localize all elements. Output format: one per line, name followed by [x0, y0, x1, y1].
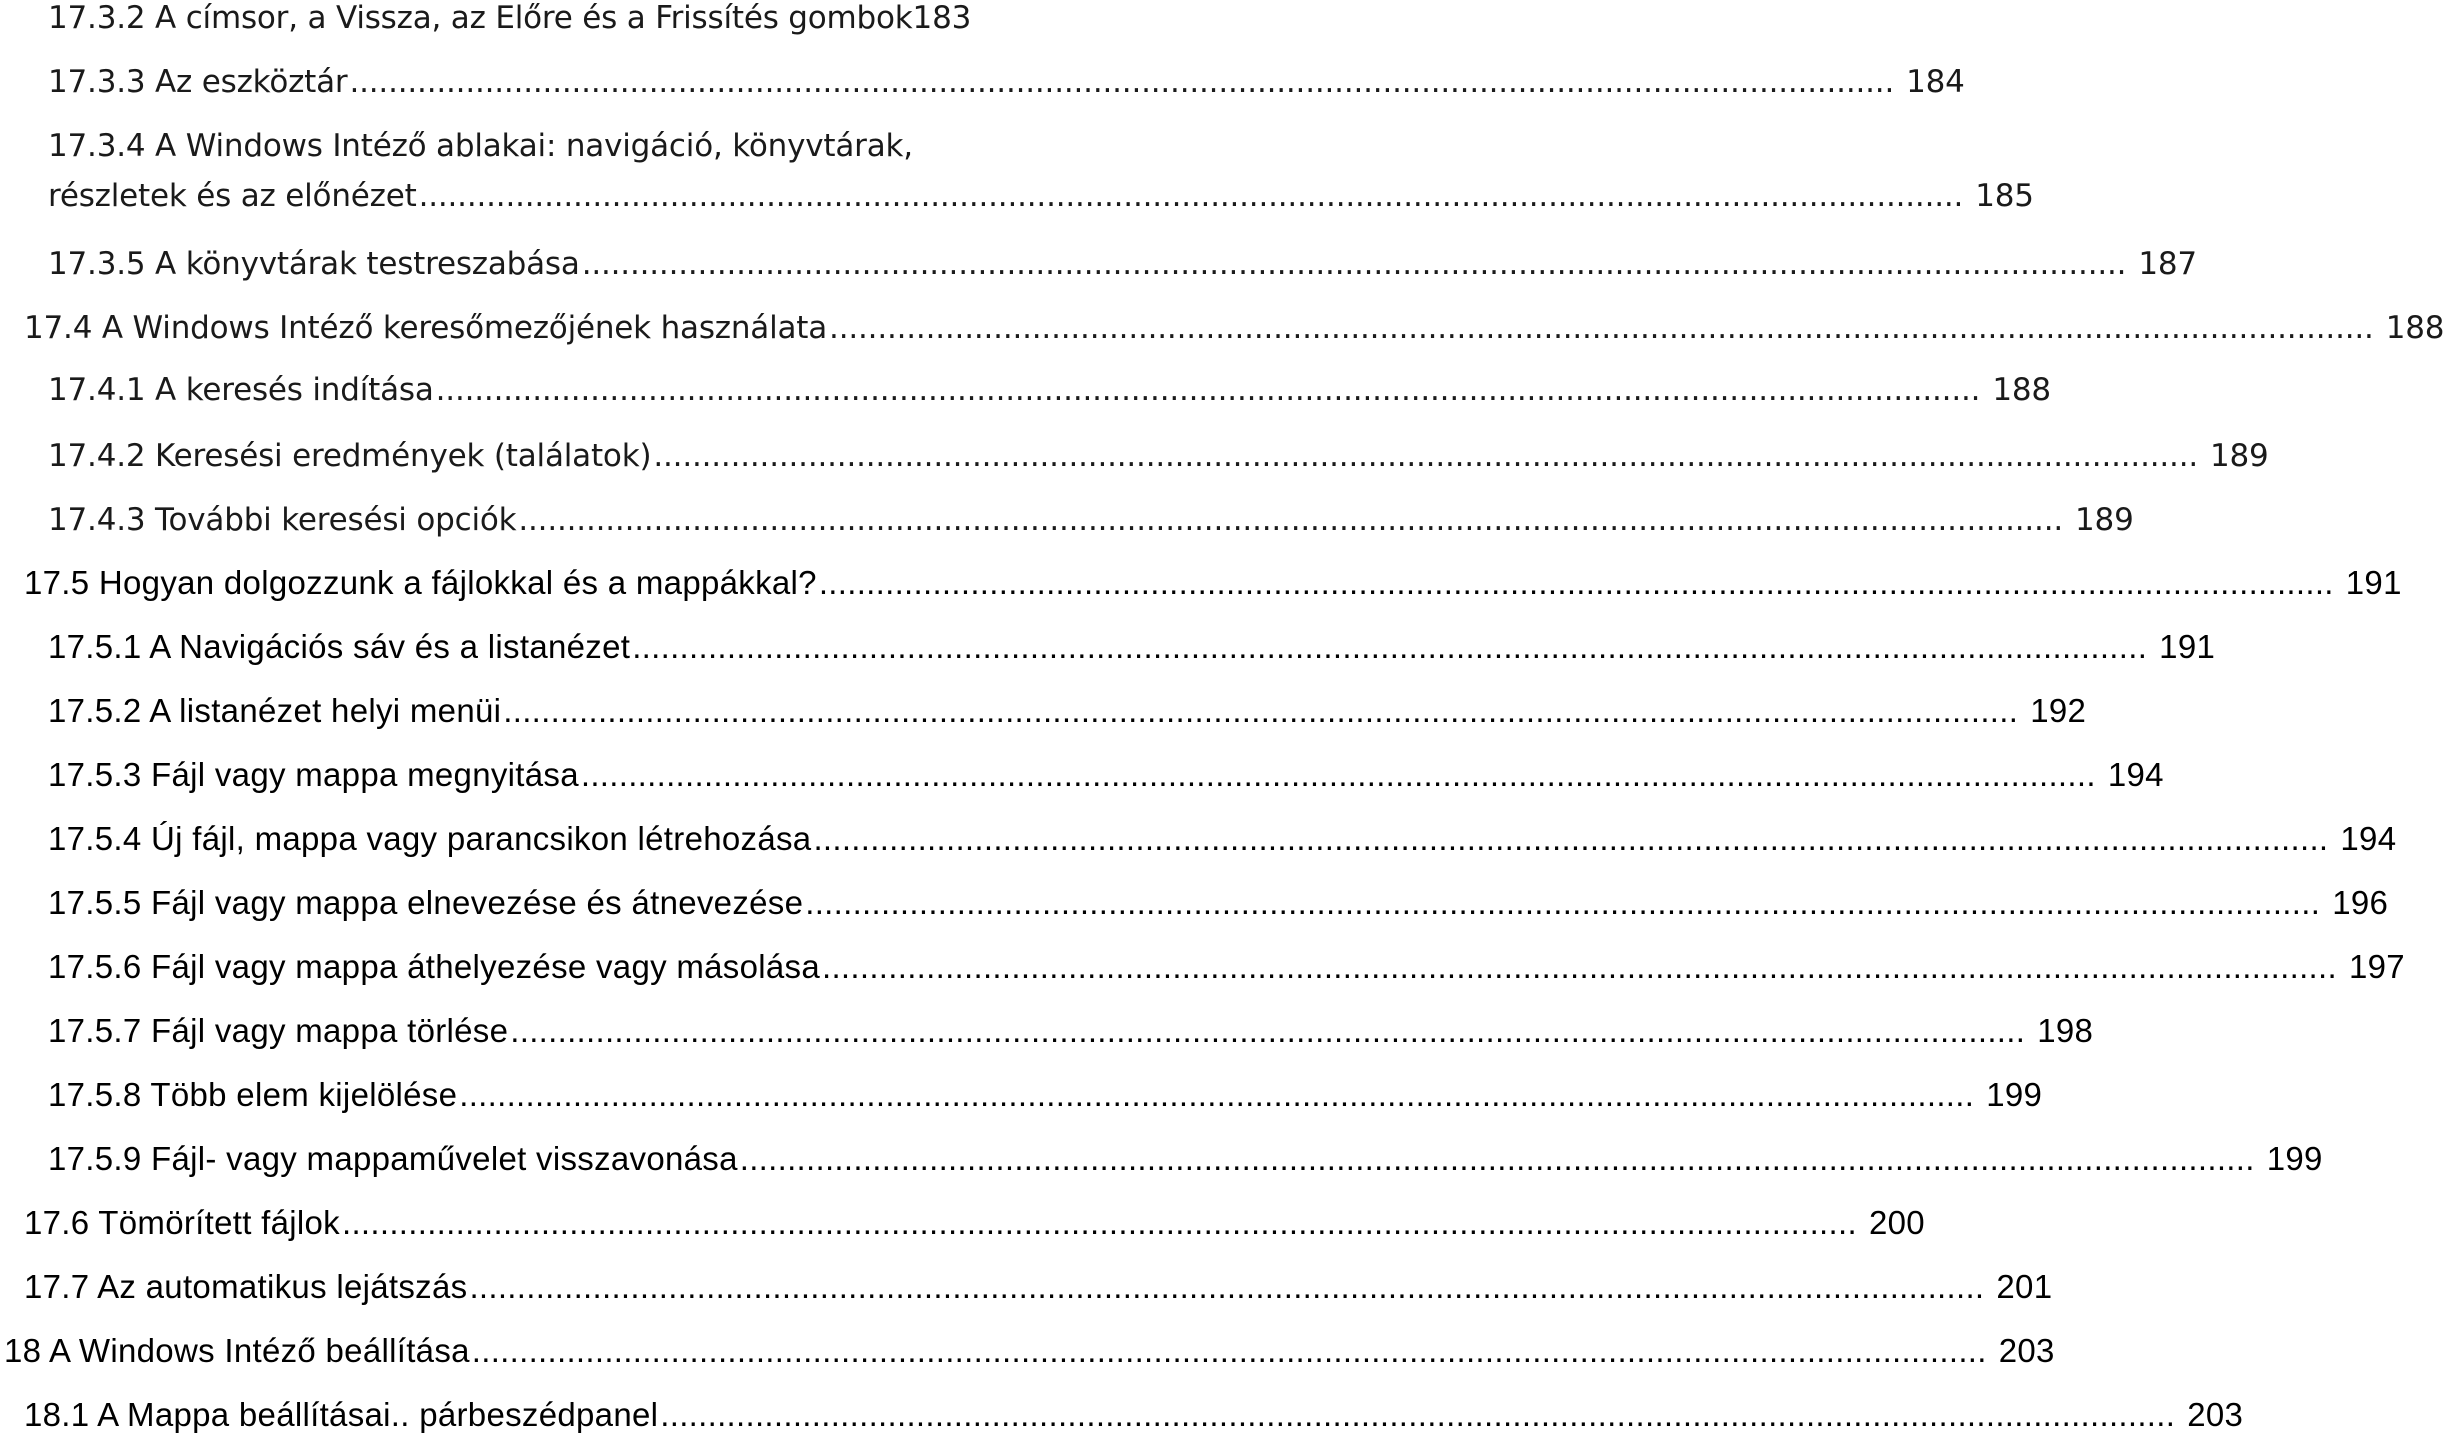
toc-entry-page: 196 — [2332, 883, 2389, 921]
toc-entry[interactable] — [48, 0, 972, 46]
toc-entry-label: 17.4.1 A keresés indítása — [48, 371, 434, 408]
toc-entry-label: 17.7 Az automatikus lejátszás — [24, 1267, 468, 1305]
toc-entry[interactable] — [48, 362, 2051, 418]
toc-entry-page: 199 — [2266, 1139, 2323, 1177]
toc-entry-page: 203 — [1998, 1331, 2055, 1369]
toc-entry[interactable] — [48, 492, 2134, 548]
toc-entry-label: 17.3.4 A Windows Intéző ablakai: navigáció, könyvtárak, — [48, 127, 913, 164]
toc-entry-page: 189 — [2075, 501, 2134, 538]
toc-entry[interactable] — [48, 746, 2164, 802]
toc-entry-label: 17.5.6 Fájl vagy mappa áthelyezése vagy másolása — [48, 947, 820, 985]
toc-entry-label: 18.1 A Mappa beállításai.. párbeszédpanel — [24, 1395, 659, 1433]
toc-entry-leader — [829, 313, 2374, 344]
toc-entry-page: 194 — [2340, 819, 2397, 857]
toc-entry-label: 17.3.3 Az eszköztár — [48, 63, 348, 100]
toc-entry-leader — [653, 441, 2198, 472]
toc-entry-label: 18 A Windows Intéző beállítása — [4, 1331, 470, 1369]
toc-entry-page: 203 — [2187, 1395, 2244, 1433]
toc-entry-label: 17.5.4 Új fájl, mappa vagy parancsikon létrehozása — [48, 819, 812, 857]
toc-entry-page: 189 — [2210, 437, 2269, 474]
toc-entry-leader — [822, 950, 2337, 983]
toc-entry-label: 17.5.1 A Navigációs sáv és a listanézet — [48, 627, 631, 665]
toc-entry-label: 17.5.3 Fájl vagy mappa megnyitása — [48, 755, 579, 793]
toc-entry-page: 188 — [1992, 371, 2051, 408]
toc-entry-page: 194 — [2107, 755, 2164, 793]
toc-entry[interactable] — [24, 554, 2402, 610]
toc-entry[interactable] — [24, 1258, 2053, 1314]
toc-entry-label: 17.6 Tömörített fájlok — [24, 1203, 340, 1241]
toc-entry[interactable] — [24, 1194, 1925, 1250]
toc-entry-label: 17.4.2 Keresési eredmények (találatok) — [48, 437, 652, 474]
toc-entry-page: 192 — [2030, 691, 2087, 729]
toc-entry-leader — [813, 822, 2328, 855]
toc-entry-leader — [632, 630, 2147, 663]
toc-entry-label: 17.5.2 A listanézet helyi menüi — [48, 691, 502, 729]
toc-entry[interactable] — [48, 118, 960, 174]
toc-entry-page: 188 — [2385, 309, 2444, 346]
toc-entry-leader — [459, 1078, 1974, 1111]
toc-entry-page: 183 — [912, 0, 972, 36]
toc-entry[interactable] — [48, 682, 2087, 738]
toc-entry-leader — [472, 1334, 1987, 1367]
toc-entry-leader — [660, 1398, 2175, 1431]
toc-entry[interactable] — [48, 1130, 2323, 1186]
toc-entry-page: 197 — [2348, 947, 2405, 985]
toc-entry-label: 17.5.9 Fájl- vagy mappaművelet visszavonása — [48, 1139, 738, 1177]
toc-entry[interactable] — [48, 810, 2397, 866]
toc-entry-leader — [419, 181, 1964, 212]
toc-entry-label: 17.5 Hogyan dolgozzunk a fájlokkal és a mappákkal? — [24, 563, 817, 601]
toc-entry-leader — [582, 249, 2127, 280]
toc-entry-leader — [805, 886, 2320, 919]
toc-entry-label: 17.5.8 Több elem kijelölése — [48, 1075, 458, 1113]
toc-entry-page: 187 — [2138, 245, 2197, 282]
toc-entry-label: 17.4.3 További keresési opciók — [48, 501, 517, 538]
toc-entry-leader — [342, 1206, 1857, 1239]
toc-entry-leader — [349, 67, 1894, 98]
toc-entry[interactable] — [48, 1002, 2094, 1058]
toc-entry[interactable] — [48, 938, 2405, 994]
toc-entry[interactable] — [24, 1386, 2244, 1442]
toc-entry[interactable] — [48, 618, 2216, 674]
toc-entry-leader — [518, 505, 2063, 536]
toc-entry-page: 199 — [1986, 1075, 2043, 1113]
toc-entry-label: 17.5.7 Fájl vagy mappa törlése — [48, 1011, 509, 1049]
toc-entry-page: 198 — [2037, 1011, 2094, 1049]
toc-entry-page: 200 — [1868, 1203, 1925, 1241]
toc-entry[interactable] — [48, 874, 2389, 930]
toc-entry-label: 17.3.2 A címsor, a Vissza, az Előre és a Frissítés gombok — [48, 0, 913, 36]
toc-entry[interactable] — [24, 300, 2444, 356]
toc-entry[interactable] — [48, 428, 2269, 484]
toc-entry-page: 191 — [2159, 627, 2216, 665]
toc-entry-leader — [740, 1142, 2255, 1175]
toc-entry-leader — [819, 566, 2334, 599]
toc-entry-label: 17.5.5 Fájl vagy mappa elnevezése és átnevezése — [48, 883, 804, 921]
toc-entry-leader — [503, 694, 2018, 727]
toc-entry[interactable] — [48, 236, 2197, 292]
toc-entry[interactable] — [48, 168, 2034, 224]
toc-entry-page: 191 — [2345, 563, 2402, 601]
toc-entry-page: 185 — [1975, 177, 2034, 214]
toc-entry-leader — [436, 375, 1981, 406]
toc-entry[interactable] — [48, 1066, 2043, 1122]
toc-entry-page: 201 — [1996, 1267, 2053, 1305]
toc-entry-page: 184 — [1906, 63, 1965, 100]
toc-entry-leader — [469, 1270, 1984, 1303]
toc-entry[interactable] — [4, 1322, 2055, 1378]
toc-entry-label: 17.4 A Windows Intéző keresőmezőjének használata — [24, 309, 828, 346]
toc-entry-label: részletek és az előnézet — [48, 177, 417, 214]
toc-entry-leader — [581, 758, 2096, 791]
toc-entry[interactable] — [48, 54, 1965, 110]
toc-entry-label: 17.3.5 A könyvtárak testreszabása — [48, 245, 580, 282]
toc-entry-leader — [510, 1014, 2025, 1047]
